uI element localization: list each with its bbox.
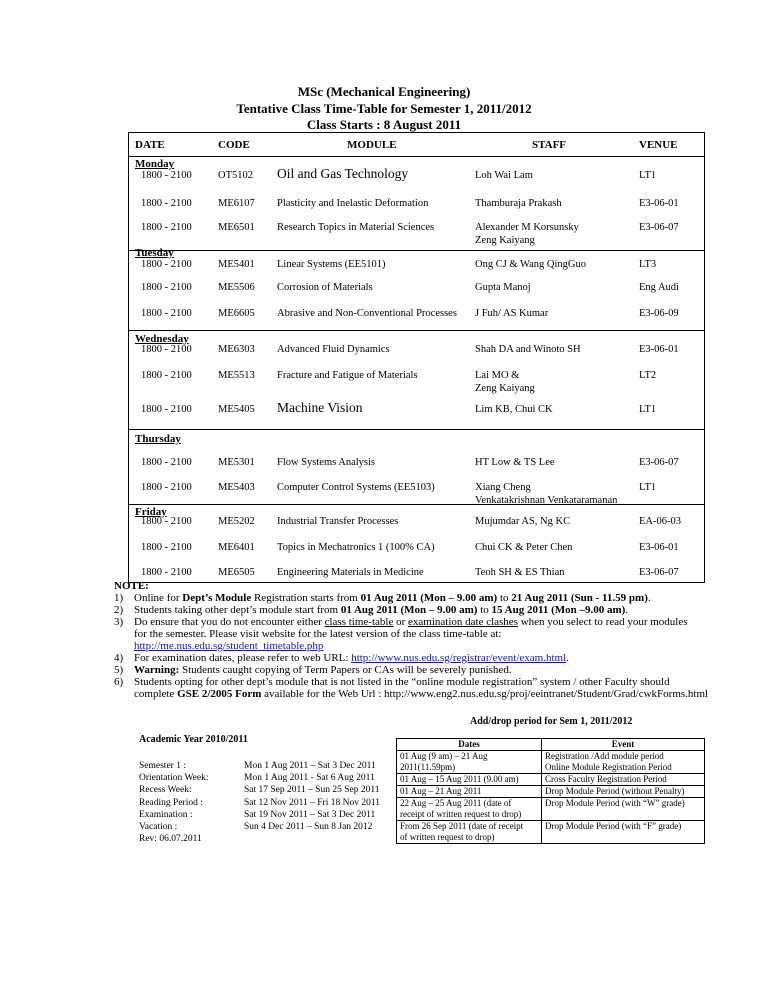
academic-year-label: Recess Week: [139, 785, 192, 796]
row-venue: Eng Audi [639, 282, 679, 293]
col-venue: VENUE [639, 139, 678, 151]
row-module: Plasticity and Inelastic Deformation [277, 198, 429, 209]
row-module: Computer Control Systems (EE5103) [277, 482, 435, 493]
row-staff: Alexander M Korsunsky [475, 222, 579, 233]
row-time: 1800 - 2100 [141, 198, 192, 209]
row-staff-line2: Zeng Kaiyang [475, 383, 535, 394]
academic-year-label: Reading Period : [139, 797, 203, 808]
add-drop-row [397, 786, 705, 798]
row-staff: Thamburaja Prakash [475, 198, 562, 209]
col-staff: STAFF [532, 139, 567, 151]
note-4: 4) For examination dates, please refer to web URL: http://www.nus.edu.sg/registrar/event/exam.html. [114, 652, 569, 664]
row-time: 1800 - 2100 [141, 482, 192, 493]
col-module: MODULE [347, 139, 397, 151]
add-drop-event: Cross Faculty Registration Period [542, 774, 705, 786]
academic-year-value: Sat 12 Nov 2011 – Fri 18 Nov 2011 [244, 797, 380, 808]
add-drop-row [397, 751, 705, 774]
add-drop-dates: 01 Aug – 21 Aug 2011 [397, 786, 542, 798]
day-friday: Friday [135, 506, 167, 518]
add-drop-dates: From 26 Sep 2011 (date of receipt of written request to drop) [397, 821, 542, 844]
row-time: 1800 - 2100 [141, 282, 192, 293]
row-time: 1800 - 2100 [141, 370, 192, 381]
row-code: ME5403 [218, 482, 255, 493]
row-venue: E3-06-07 [639, 567, 679, 578]
note-1: 1) Online for Dept’s Module Registration starts from 01 Aug 2011 (Mon – 9.00 am) to 21 Aug 2011 (Sun - 11.59 pm). [114, 592, 651, 604]
exam-link[interactable]: http://www.nus.edu.sg/registrar/event/exam.html [351, 652, 567, 664]
add-drop-row [397, 821, 705, 844]
row-staff-line2: Zeng Kaiyang [475, 235, 535, 246]
academic-year-labels [139, 760, 209, 845]
add-drop-event: Drop Module Period (without Penalty) [542, 786, 705, 798]
row-venue: E3-06-01 [639, 198, 679, 209]
add-drop-title: Add/drop period for Sem 1, 2011/2012 [470, 716, 633, 727]
row-code: ME5405 [218, 404, 255, 415]
note-5: 5) Warning: Students caught copying of Term Papers or CAs will be severely punished. [114, 664, 512, 676]
row-venue: E3-06-07 [639, 222, 679, 233]
class-start: Class Starts : 8 August 2011 [306, 117, 462, 132]
row-venue: LT2 [639, 370, 657, 381]
row-module: Linear Systems (EE5101) [277, 259, 386, 270]
row-time: 1800 - 2100 [141, 308, 192, 319]
row-venue: LT1 [639, 170, 657, 181]
day-wednesday: Wednesday [135, 333, 189, 345]
academic-year-value: Sat 17 Sep 2011 – Sun 25 Sep 2011 [244, 785, 380, 796]
academic-year-label: Rev: 06.07.2011 [139, 834, 202, 845]
row-module: Abrasive and Non-Conventional Processes [277, 308, 457, 319]
academic-year-label: Semester 1 : [139, 761, 186, 771]
academic-year-title: Academic Year 2010/2011 [139, 734, 248, 745]
row-venue: E3-06-01 [639, 542, 679, 553]
row-code: ME6107 [218, 198, 255, 209]
row-code: ME6501 [218, 222, 255, 233]
row-staff: Shah DA and Winoto SH [475, 344, 581, 355]
row-code: ME5513 [218, 370, 255, 381]
add-drop-event: Drop Module Period (with “F” grade) [542, 821, 705, 844]
row-staff: J Fuh/ AS Kumar [475, 308, 549, 319]
notes [114, 580, 714, 700]
note-3: 3) Do ensure that you do not encounter either class time-table or examination date clashes when you select to read your modules for the semester. Please visit website for the latest version of the class time-table at: http://me.nus.edu.sg/student_timetable.php [114, 616, 688, 652]
row-module: Flow Systems Analysis [277, 457, 376, 468]
timetable-header [129, 133, 704, 157]
row-code: ME6303 [218, 344, 255, 355]
add-drop-col-event: Event [542, 739, 705, 751]
add-drop-col-dates: Dates [397, 739, 542, 751]
col-date: DATE [135, 139, 165, 151]
doc-title: MSc (Mechanical Engineering) [297, 84, 471, 99]
add-drop-dates: 01 Aug – 15 Aug 2011 (9.00 am) [397, 774, 542, 786]
row-module: Topics in Mechatronics 1 (100% CA) [277, 542, 435, 553]
note-6: 6) Students opting for other dept’s module that is not listed in the “online module registration” system / other Faculty should complete GSE 2/2005 Form available for the Web Url : http://www.eng2.nus.edu.sg/proj/eeintranet/Student/Grad/cwkForms.html [114, 676, 709, 700]
add-drop-event: Drop Module Period (with “W” grade) [542, 798, 705, 821]
academic-year-label: Vacation : [139, 822, 178, 833]
row-time: 1800 - 2100 [141, 222, 192, 233]
row-module: Engineering Materials in Medicine [277, 567, 424, 578]
row-module: Machine Vision [277, 400, 363, 415]
row-code: ME6605 [218, 308, 255, 319]
row-staff: Teoh SH & ES Thian [475, 567, 565, 578]
timetable-link[interactable]: http://me.nus.edu.sg/student_timetable.php [134, 640, 324, 652]
day-divider [129, 250, 704, 251]
row-code: ME6401 [218, 542, 255, 553]
notes-heading: NOTE: [114, 580, 149, 592]
day-divider [129, 330, 704, 331]
row-staff: Gupta Manoj [475, 282, 531, 293]
row-module: Industrial Transfer Processes [277, 516, 399, 527]
row-code: ME5202 [218, 516, 255, 527]
day-thursday: Thursday [135, 433, 181, 445]
row-time: 1800 - 2100 [141, 542, 192, 553]
academic-year-values [244, 760, 380, 833]
academic-year-value: Sat 19 Nov 2011 – Sat 3 Dec 2011 [244, 809, 376, 820]
academic-year-value: Mon 1 Aug 2011 – Sat 3 Dec 2011 [244, 761, 376, 771]
row-venue: E3-06-01 [639, 344, 679, 355]
row-staff: Loh Wai Lam [475, 170, 533, 181]
row-staff: Xiang Cheng [475, 482, 531, 493]
row-module: Fracture and Fatigue of Materials [277, 370, 418, 381]
row-time: 1800 - 2100 [141, 259, 192, 270]
row-code: ME5401 [218, 259, 255, 270]
add-drop-dates: 22 Aug – 25 Aug 2011 (date of receipt of written request to drop) [397, 798, 542, 821]
row-module: Advanced Fluid Dynamics [277, 344, 390, 355]
row-time: 1800 - 2100 [141, 170, 192, 181]
add-drop-event: Registration /Add module period Online Module Registration Period [542, 751, 705, 774]
row-time: 1800 - 2100 [141, 404, 192, 415]
row-venue: LT1 [639, 482, 657, 493]
row-module: Research Topics in Material Sciences [277, 222, 435, 233]
day-divider [129, 504, 704, 505]
row-time: 1800 - 2100 [141, 516, 192, 527]
row-staff: Ong CJ & Wang QingGuo [475, 259, 586, 270]
row-time: 1800 - 2100 [141, 344, 192, 355]
row-staff: HT Low & TS Lee [475, 457, 555, 468]
row-code: ME6505 [218, 567, 255, 578]
row-venue: EA-06-03 [639, 516, 681, 527]
row-staff: Mujumdar AS, Ng KC [475, 516, 571, 527]
add-drop-table [396, 738, 705, 844]
timetable [128, 132, 705, 583]
note-2: 2) Students taking other dept’s module start from 01 Aug 2011 (Mon – 9.00 am) to 15 Aug 2011 (Mon –9.00 am). [114, 604, 629, 616]
row-staff-line2: Venkatakrishnan Venkataramanan [475, 495, 618, 506]
row-staff: Lai MO & [475, 370, 520, 381]
academic-year-label: Examination : [139, 809, 193, 820]
row-venue: E3-06-07 [639, 457, 679, 468]
academic-year-value: Mon 1 Aug 2011 - Sat 6 Aug 2011 [244, 773, 375, 784]
day-monday: Monday [135, 158, 175, 170]
row-code: OT5102 [218, 170, 253, 181]
academic-year-label: Orientation Week: [139, 773, 209, 784]
row-code: ME5506 [218, 282, 255, 293]
academic-year-value: Sun 4 Dec 2011 – Sun 8 Jan 2012 [244, 822, 373, 833]
row-venue: E3-06-09 [639, 308, 679, 319]
row-venue: LT1 [639, 404, 657, 415]
row-venue: LT3 [639, 259, 657, 270]
row-staff: Chui CK & Peter Chen [475, 542, 573, 553]
row-staff: Lim KB, Chui CK [475, 404, 553, 415]
col-code: CODE [218, 139, 250, 151]
row-time: 1800 - 2100 [141, 457, 192, 468]
row-module: Oil and Gas Technology [277, 166, 409, 181]
add-drop-row [397, 798, 705, 821]
day-tuesday: Tuesday [135, 247, 174, 259]
day-divider [129, 429, 704, 430]
add-drop-dates: 01 Aug (9 am) – 21 Aug 2011(11.59pm) [397, 751, 542, 774]
row-time: 1800 - 2100 [141, 567, 192, 578]
row-code: ME5301 [218, 457, 255, 468]
add-drop-row [397, 774, 705, 786]
row-module: Corrosion of Materials [277, 282, 373, 293]
doc-subtitle: Tentative Class Time-Table for Semester 1, 2011/2012 [236, 101, 532, 116]
